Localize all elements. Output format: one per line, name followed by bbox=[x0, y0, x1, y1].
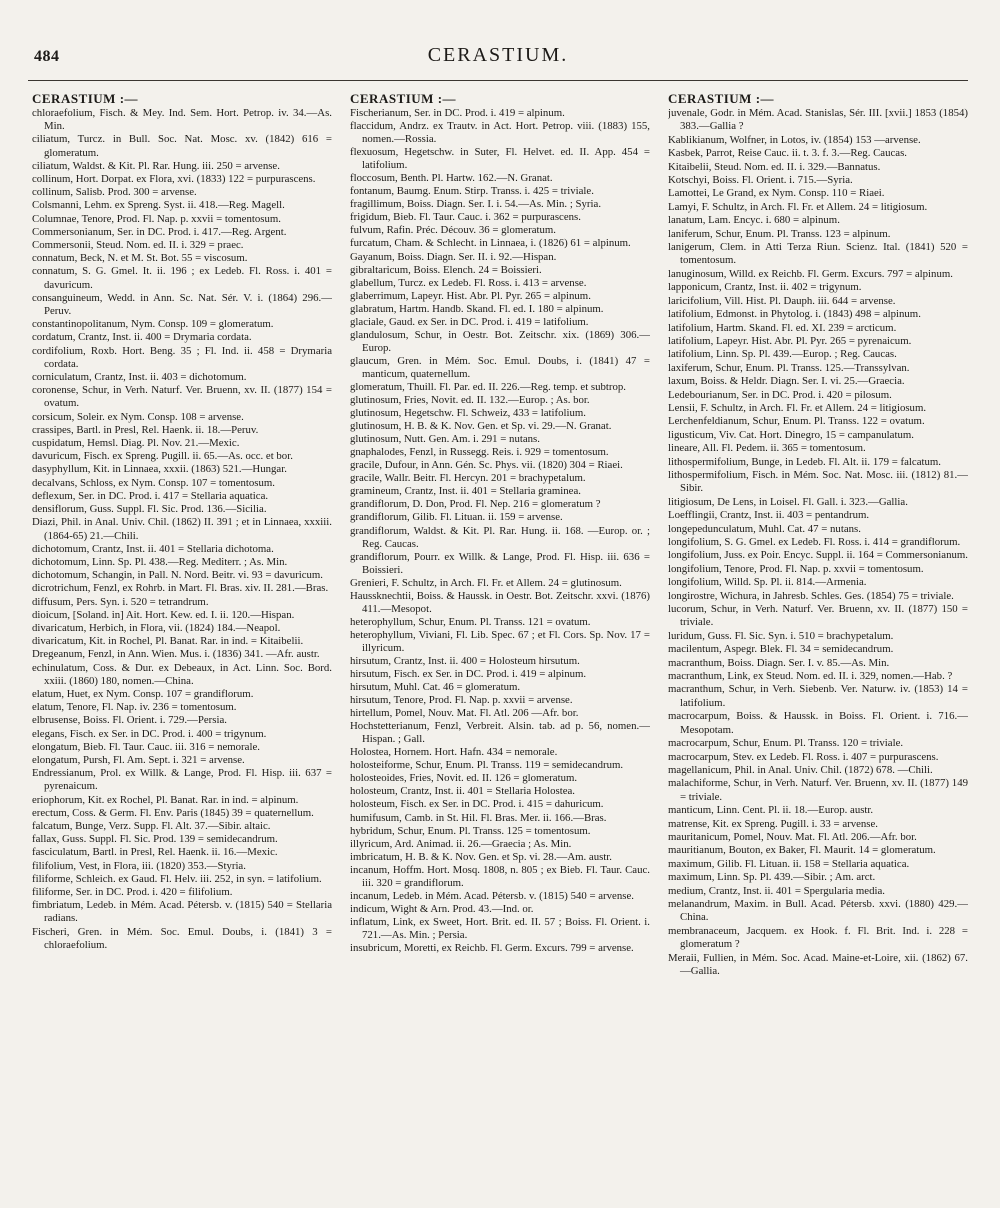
index-entry: floccosum, Benth. Pl. Hartw. 162.—N. Granat. bbox=[350, 172, 553, 185]
index-entry: glaucum, Gren. in Mém. Soc. Emul. Doubs, i. (1841) 47 = manticum, quaternellum. bbox=[350, 354, 650, 380]
index-entry: glutinosum, H. B. & K. Nov. Gen. et Sp. vi. 29.—N. Granat. bbox=[350, 420, 612, 433]
index-entry: Lamyi, F. Schultz, in Arch. Fl. Fr. et Allem. 24 = litigiosum. bbox=[668, 200, 928, 213]
index-entry: macrocarpum, Schur, Enum. Pl. Transs. 120 = triviale. bbox=[668, 737, 904, 750]
index-entry: Kasbek, Parrot, Reise Cauc. ii. t. 3. f. 3.—Reg. Caucas. bbox=[668, 147, 907, 160]
index-entry: cuspidatum, Hemsl. Diag. Pl. Nov. 21.—Mexic. bbox=[32, 437, 240, 450]
index-entry: longifolium, Juss. ex Poir. Encyc. Suppl. ii. 164 = Commersonianum. bbox=[668, 549, 968, 562]
index-entry: incanum, Ledeb. in Mém. Acad. Pétersb. v. (1815) 540 = arvense. bbox=[350, 889, 634, 902]
index-entry: Diazi, Phil. in Anal. Univ. Chil. (1862) II. 391 ; et in Linnaea, xxxiii. (1864-65) 21.—Chili. bbox=[32, 516, 332, 542]
index-entry: Meraii, Fullien, in Mém. Soc. Acad. Maine-et-Loire, xii. (1862) 67.—Gallia. bbox=[668, 951, 968, 977]
index-entry: litigiosum, De Lens, in Loisel. Fl. Gall. i. 323.—Gallia. bbox=[668, 495, 908, 508]
index-entry: hirsutum, Crantz, Inst. ii. 400 = Holosteum hirsutum. bbox=[350, 654, 580, 667]
index-entry: crassipes, Bartl. in Presl, Rel. Haenk. ii. 18.—Peruv. bbox=[32, 423, 259, 436]
index-entry: Holostea, Hornem. Hort. Hafn. 434 = nemorale. bbox=[350, 746, 558, 759]
index-entry: elongatum, Bieb. Fl. Taur. Cauc. iii. 316 = nemorale. bbox=[32, 740, 260, 753]
index-entry: collinum, Hort. Dorpat. ex Flora, xvi. (1833) 122 = purpurascens. bbox=[32, 173, 316, 186]
index-entry: longifolium, S. G. Gmel. ex Ledeb. Fl. Ross. i. 414 = grandiflorum. bbox=[668, 536, 961, 548]
index-entry: glutinosum, Hegetschw. Fl. Schweiz, 433 = latifolium. bbox=[350, 407, 586, 420]
index-entry: Commersonianum, Ser. in DC. Prod. i. 417.—Reg. Argent. bbox=[32, 225, 287, 238]
index-entry: heterophyllum, Schur, Enum. Pl. Transs. 121 = ovatum. bbox=[350, 615, 591, 628]
index-entry: Fischerianum, Ser. in DC. Prod. i. 419 = alpinum. bbox=[350, 107, 565, 119]
index-entry: glaciale, Gaud. ex Ser. in DC. Prod. i. 419 = latifolium. bbox=[350, 315, 589, 328]
index-entry: juvenale, Godr. in Mém. Acad. Stanislas, Sér. III. [xvii.] 1853 (1854) 383.—Gallia ? bbox=[668, 107, 968, 133]
index-entry: fallax, Guss. Suppl. Fl. Sic. Prod. 139 = semidecandrum. bbox=[32, 833, 278, 846]
index-entry: cordifolium, Roxb. Hort. Beng. 35 ; Fl. Ind. ii. 458 = Drymaria cordata. bbox=[32, 344, 332, 370]
index-entry: lanatum, Lam. Encyc. i. 680 = alpinum. bbox=[668, 214, 840, 227]
index-entry: lucorum, Schur, in Verh. Naturf. Ver. Bruenn, xv. II. (1877) 150 = triviale. bbox=[668, 603, 968, 629]
index-entry: Columnae, Tenore, Prod. Fl. Nap. p. xxvii = tomentosum. bbox=[32, 212, 281, 225]
index-entry: medium, Crantz, Inst. ii. 401 = Spergularia media. bbox=[668, 884, 885, 897]
index-entry: gracile, Wallr. Beitr. Fl. Hercyn. 201 = brachypetalum. bbox=[350, 472, 586, 485]
index-entry: manticum, Linn. Cent. Pl. ii. 18.—Europ. austr. bbox=[668, 804, 874, 817]
entry-list bbox=[32, 107, 332, 952]
index-entry: mauritanicum, Pomel, Nouv. Mat. Fl. Atl. 206.—Afr. bor. bbox=[668, 830, 917, 843]
index-entry: Kablikianum, Wolfner, in Lotos, iv. (1854) 153 —arvense. bbox=[668, 133, 921, 146]
index-entry: collinum, Salisb. Prod. 300 = arvense. bbox=[32, 186, 197, 199]
index-entry: grandiflorum, Pourr. ex Willk. & Lange, Prod. Fl. Hisp. iii. 636 = Boissieri. bbox=[350, 550, 650, 576]
index-column-1 bbox=[32, 92, 332, 1198]
index-entry: falcatum, Bunge, Verz. Supp. Fl. Alt. 37.—Sibir. altaic. bbox=[32, 819, 271, 832]
index-entry: hybridum, Schur, Enum. Pl. Transs. 125 = tomentosum. bbox=[350, 824, 591, 837]
index-entry: grandiflorum, D. Don, Prod. Fl. Nep. 216 = glomeratum ? bbox=[350, 498, 601, 511]
index-entry: elatum, Tenore, Fl. Nap. iv. 236 = tomentosum. bbox=[32, 701, 237, 714]
index-entry: longifolium, Tenore, Prod. Fl. Nap. p. xxvii = tomentosum. bbox=[668, 562, 924, 575]
index-entry: glutinosum, Nutt. Gen. Am. i. 291 = nutans. bbox=[350, 433, 540, 446]
index-entry: lineare, All. Fl. Pedem. ii. 365 = tomentosum. bbox=[668, 442, 866, 455]
index-entry: fontanum, Baumg. Enum. Stirp. Transs. i. 425 = triviale. bbox=[350, 185, 594, 198]
index-entry: davuricum, Fisch. ex Spreng. Pugill. ii. 65.—As. occ. et bor. bbox=[32, 450, 293, 463]
index-entry: dasyphyllum, Kit. in Linnaea, xxxii. (1863) 521.—Hungar. bbox=[32, 463, 287, 476]
index-entry: gnaphalodes, Fenzl, in Russegg. Reis. i. 929 = tomentosum. bbox=[350, 446, 609, 459]
column-heading: CERASTIUM :— bbox=[32, 92, 139, 106]
index-entry: lapponicum, Crantz, Inst. ii. 402 = trigynum. bbox=[668, 281, 862, 294]
index-entry: glomeratum, Thuill. Fl. Par. ed. II. 226.—Reg. temp. et subtrop. bbox=[350, 380, 626, 393]
index-entry: Dregeanum, Fenzl, in Ann. Wien. Mus. i. (1836) 341. —Afr. austr. bbox=[32, 648, 320, 661]
index-entry: Ledebourianum, Ser. in DC. Prod. i. 420 = pilosum. bbox=[668, 388, 892, 401]
index-entry: diffusum, Pers. Syn. i. 520 = tetrandrum. bbox=[32, 595, 209, 608]
index-entry: erectum, Coss. & Germ. Fl. Env. Paris (1845) 39 = quaternellum. bbox=[32, 806, 314, 819]
index-entry: lithospermifolium, Fisch. in Mém. Soc. Nat. Mosc. iii. (1812) 81.—Sibir. bbox=[668, 468, 968, 495]
index-entry: longepedunculatum, Muhl. Cat. 47 = nutans. bbox=[668, 522, 861, 535]
index-entry: dichotomum, Crantz, Inst. ii. 401 = Stellaria dichotoma. bbox=[32, 542, 274, 555]
index-entry: Grenieri, F. Schultz, in Arch. Fl. Fr. et Allem. 24 = glutinosum. bbox=[350, 576, 622, 589]
index-entry: melanandrum, Maxim. in Bull. Acad. Pétersb. xxvi. (1880) 429.—China. bbox=[668, 897, 968, 924]
index-entry: grandiflorum, Waldst. & Kit. Pl. Rar. Hung. ii. 168. —Europ. or. ; Reg. Caucas. bbox=[350, 524, 650, 550]
index-entry: laxiferum, Schur, Enum. Pl. Transs. 125.—Transsylvan. bbox=[668, 361, 910, 374]
column-heading: CERASTIUM :— bbox=[350, 92, 457, 106]
index-entry: elongatum, Pursh, Fl. Am. Sept. i. 321 = arvense. bbox=[32, 753, 245, 766]
index-entry: latifolium, Lapeyr. Hist. Abr. Pl. Pyr. 265 = pyrenaicum. bbox=[668, 334, 912, 347]
index-entry: Haussknechtii, Boiss. & Haussk. in Oestr. Bot. Zeitschr. xxvi. (1876) 411.—Mesopot. bbox=[350, 589, 650, 615]
index-entry: latifolium, Hartm. Skand. Fl. ed. XI. 239 = arcticum. bbox=[668, 321, 897, 334]
index-entry: connatum, S. G. Gmel. It. ii. 196 ; ex Ledeb. Fl. Ross. i. 401 = davuricum. bbox=[32, 265, 332, 291]
index-entry: longifolium, Willd. Sp. Pl. ii. 814.—Armenia. bbox=[668, 576, 867, 589]
index-column-3 bbox=[668, 92, 968, 1198]
index-entry: flaccidum, Andrz. ex Trautv. in Act. Hort. Petrop. viii. (1883) 155, nomen.—Rossia. bbox=[350, 120, 650, 146]
index-entry: elbrusense, Boiss. Fl. Orient. i. 729.—Persia. bbox=[32, 714, 227, 727]
index-entry: elatum, Huet, ex Nym. Consp. 107 = grandiflorum. bbox=[32, 687, 254, 700]
index-entry: fasciculatum, Bartl. in Presl, Rel. Haenk. ii. 16.—Mexic. bbox=[32, 846, 278, 859]
index-entry: macrocarpum, Boiss. & Haussk. in Boiss. Fl. Orient. i. 716.—Mesopotam. bbox=[668, 710, 968, 736]
index-entry: cordatum, Crantz, Inst. ii. 400 = Drymaria cordata. bbox=[32, 331, 252, 344]
index-entry: luridum, Guss. Fl. Sic. Syn. i. 510 = brachypetalum. bbox=[668, 629, 894, 642]
index-entry: inflatum, Link, ex Sweet, Hort. Brit. ed. II. 57 ; Boiss. Fl. Orient. i. 721.—As. Min. ; Persia. bbox=[350, 915, 650, 941]
index-entry: consanguineum, Wedd. in Ann. Sc. Nat. Sér. V. i. (1864) 296.—Peruv. bbox=[32, 291, 332, 318]
index-entry: hirtellum, Pomel, Nouv. Mat. Fl. Atl. 206 —Afr. bor. bbox=[350, 707, 579, 720]
index-entry: longirostre, Wichura, in Jahresb. Schles. Ges. (1854) 75 = triviale. bbox=[668, 589, 954, 602]
index-entry: corsicum, Soleir. ex Nym. Consp. 108 = arvense. bbox=[32, 410, 244, 423]
index-entry: glandulosum, Schur, in Oestr. Bot. Zeitschr. xix. (1869) 306.—Europ. bbox=[350, 328, 650, 354]
index-entry: lithospermifolium, Bunge, in Ledeb. Fl. Alt. ii. 179 = falcatum. bbox=[668, 455, 941, 468]
index-entry: ligusticum, Viv. Cat. Hort. Dinegro, 15 = campanulatum. bbox=[668, 428, 914, 441]
index-entry: frigidum, Bieb. Fl. Taur. Cauc. i. 362 = purpurascens. bbox=[350, 211, 581, 224]
index-entry: macilentum, Aspegr. Blek. Fl. 34 = semidecandrum. bbox=[668, 643, 894, 656]
index-entry: indicum, Wight & Arn. Prod. 43.—Ind. or. bbox=[350, 902, 534, 915]
index-entry: Gayanum, Boiss. Diagn. Ser. II. i. 92.—Hispan. bbox=[350, 250, 557, 263]
index-entry: malachiforme, Schur, in Verh. Naturf. Ver. Bruenn, xv. II. (1877) 149 = triviale. bbox=[668, 777, 968, 803]
index-entry: latifolium, Linn. Sp. Pl. 439.—Europ. ; Reg. Caucas. bbox=[668, 348, 897, 361]
entry-list bbox=[350, 107, 650, 955]
index-entry: chloraefolium, Fisch. & Mey. Ind. Sem. Hort. Petrop. iv. 34.—As. Min. bbox=[32, 107, 332, 133]
index-entry: echinulatum, Coss. & Dur. ex Debeaux, in Act. Linn. Soc. Bord. xxiii. (1860) 180, nomen.—China. bbox=[32, 661, 332, 687]
index-entry: Endressianum, Prol. ex Willk. & Lange, Prod. Fl. Hisp. iii. 637 = pyrenaicum. bbox=[32, 767, 332, 793]
index-entry: mauritianum, Bouton, ex Baker, Fl. Maurit. 14 = glomeratum. bbox=[668, 844, 936, 857]
index-entry: holosteoides, Fries, Novit. ed. II. 126 = glomeratum. bbox=[350, 772, 578, 785]
index-entry: Colsmanni, Lehm. ex Spreng. Syst. ii. 418.—Reg. Magell. bbox=[32, 199, 285, 212]
index-entry: Lamottei, Le Grand, ex Nym. Consp. 110 = Riaei. bbox=[668, 187, 885, 200]
index-entry: Kotschyi, Boiss. Fl. Orient. i. 715.—Syria. bbox=[668, 174, 853, 187]
index-entry: constantinopolitanum, Nym. Consp. 109 = glomeratum. bbox=[32, 318, 274, 331]
index-entry: macrocarpum, Stev. ex Ledeb. Fl. Ross. i. 407 = purpurascens. bbox=[668, 750, 939, 763]
index-entry: connatum, Beck, N. et M. St. Bot. 55 = viscosum. bbox=[32, 252, 248, 265]
index-entry: holosteiforme, Schur, Enum. Pl. Transs. 119 = semidecandrum. bbox=[350, 759, 624, 772]
index-entry: holosteum, Fisch. ex Ser. in DC. Prod. i. 415 = dahuricum. bbox=[350, 798, 604, 811]
index-entry: Lensii, F. Schultz, in Arch. Fl. Fr. et Allem. 24 = litigiosum. bbox=[668, 401, 927, 414]
running-head: CERASTIUM. bbox=[427, 44, 569, 66]
index-entry: ciliatum, Turcz. in Bull. Soc. Nat. Mosc. xv. (1842) 616 = glomeratum. bbox=[32, 133, 332, 159]
page-number: 484 bbox=[34, 48, 60, 65]
index-entry: fragillimum, Boiss. Diagn. Ser. I. i. 54.—As. Min. ; Syria. bbox=[350, 198, 602, 211]
index-entry: lanuginosum, Willd. ex Reichb. Fl. Germ. Excurs. 797 = alpinum. bbox=[668, 267, 953, 280]
index-entry: Loefflingii, Crantz, Inst. ii. 403 = pentandrum. bbox=[668, 509, 870, 522]
index-entry: filiforme, Schleich. ex Gaud. Fl. Helv. iii. 252, in syn. = latifolium. bbox=[32, 872, 322, 885]
index-entry: laricifolium, Vill. Hist. Pl. Dauph. iii. 644 = arvense. bbox=[668, 294, 896, 307]
index-entry: glabratum, Hartm. Handb. Skand. Fl. ed. I. 180 = alpinum. bbox=[350, 302, 604, 315]
index-entry: humifusum, Camb. in St. Hil. Fl. Bras. Mer. ii. 166.—Bras. bbox=[350, 811, 607, 824]
index-column-2 bbox=[350, 92, 650, 1198]
index-entry: Fischeri, Gren. in Mém. Soc. Emul. Doubs, i. (1841) 3 = chloraefolium. bbox=[32, 925, 332, 951]
index-entry: gibraltaricum, Boiss. Elench. 24 = Boissieri. bbox=[350, 263, 542, 276]
index-entry: maximum, Gilib. Fl. Lituan. ii. 158 = Stellaria aquatica. bbox=[668, 857, 910, 870]
index-entry: gracile, Dufour, in Ann. Gén. Sc. Phys. vii. (1820) 304 = Riaei. bbox=[350, 459, 623, 472]
entry-list bbox=[668, 107, 968, 978]
index-entry: Commersonii, Steud. Nom. ed. II. i. 329 = praec. bbox=[32, 239, 244, 252]
index-entry: matrense, Kit. ex Spreng. Pugill. i. 33 = arvense. bbox=[668, 817, 878, 830]
index-entry: densiflorum, Guss. Suppl. Fl. Sic. Prod. 136.—Sicilia. bbox=[32, 503, 267, 516]
index-entry: maximum, Linn. Sp. Pl. 439.—Sibir. ; Am. arct. bbox=[668, 871, 876, 884]
index-entry: grandiflorum, Gilib. Fl. Lituan. ii. 159 = arvense. bbox=[350, 511, 563, 524]
index-entry: flexuosum, Hegetschw. in Suter, Fl. Helvet. ed. II. App. 454 = latifolium. bbox=[350, 146, 650, 172]
index-entry: incanum, Hoffm. Hort. Mosq. 1808, n. 805 ; ex Bieb. Fl. Taur. Cauc. iii. 320 = grandiflorum. bbox=[350, 863, 650, 889]
index-entry: fulvum, Rafin. Préc. Découv. 36 = glomeratum. bbox=[350, 224, 556, 237]
index-entry: heterophyllum, Viviani, Fl. Lib. Spec. 67 ; et Fl. Cors. Sp. Nov. 17 = illyricum. bbox=[350, 628, 650, 654]
column-heading: CERASTIUM :— bbox=[668, 92, 775, 106]
index-entry: gramineum, Crantz, Inst. ii. 401 = Stellaria graminea. bbox=[350, 485, 581, 498]
index-columns bbox=[28, 92, 968, 1198]
index-entry: furcatum, Cham. & Schlecht. in Linnaea, i. (1826) 61 = alpinum. bbox=[350, 237, 631, 250]
index-entry: decalvans, Schloss, ex Nym. Consp. 107 = tomentosum. bbox=[32, 476, 276, 489]
page-header bbox=[28, 44, 968, 78]
index-entry: laxum, Boiss. & Heldr. Diagn. Ser. I. vi. 25.—Graecia. bbox=[668, 375, 905, 388]
index-entry: laniferum, Schur, Enum. Pl. Transs. 123 = alpinum. bbox=[668, 227, 891, 240]
index-entry: dioicum, [Soland. in] Ait. Hort. Kew. ed. I. ii. 120.—Hispan. bbox=[32, 608, 295, 621]
index-entry: ciliatum, Waldst. & Kit. Pl. Rar. Hung. iii. 250 = arvense. bbox=[32, 159, 280, 172]
index-entry: hirsutum, Muhl. Cat. 46 = glomeratum. bbox=[350, 681, 521, 694]
index-entry: fimbriatum, Ledeb. in Mém. Acad. Pétersb. v. (1815) 540 = Stellaria radians. bbox=[32, 899, 332, 925]
index-entry: insubricum, Moretti, ex Reichb. Fl. Germ. Excurs. 799 = arvense. bbox=[350, 942, 634, 954]
index-entry: filifolium, Vest, in Flora, iii. (1820) 353.—Styria. bbox=[32, 859, 246, 872]
index-entry: eriophorum, Kit. ex Rochel, Pl. Banat. Rar. in ind. = alpinum. bbox=[32, 793, 299, 806]
index-entry: illyricum, Ard. Animad. ii. 26.—Graecia ; As. Min. bbox=[350, 837, 572, 850]
index-entry: macranthum, Boiss. Diagn. Ser. I. v. 85.—As. Min. bbox=[668, 656, 890, 669]
index-entry: dicrotrichum, Fenzl, ex Rohrb. in Mart. Fl. Bras. xiv. II. 281.—Bras. bbox=[32, 582, 329, 595]
index-entry: Lerchenfeldianum, Schur, Enum. Pl. Transs. 122 = ovatum. bbox=[668, 415, 925, 428]
index-entry: hirsutum, Fisch. ex Ser. in DC. Prod. i. 419 = alpinum. bbox=[350, 668, 587, 681]
index-entry: magellanicum, Phil. in Anal. Univ. Chil. (1872) 678. —Chili. bbox=[668, 763, 933, 776]
index-entry: macranthum, Schur, in Verh. Siebenb. Ver. Naturw. iv. (1853) 14 = latifolium. bbox=[668, 683, 968, 709]
header-rule bbox=[28, 80, 968, 81]
index-entry: macranthum, Link, ex Steud. Nom. ed. II. i. 329, nomen.—Hab. ? bbox=[668, 670, 953, 683]
index-entry: Hochstetterianum, Fenzl, Verbreit. Alsin. tab. ad p. 56, nomen.—Hispan. ; Gall. bbox=[350, 720, 650, 746]
index-entry: dichotomum, Linn. Sp. Pl. 438.—Reg. Mediterr. ; As. Min. bbox=[32, 555, 288, 568]
index-entry: lanigerum, Clem. in Atti Terza Riun. Scienz. Ital. (1841) 520 = tomentosum. bbox=[668, 241, 968, 267]
index-entry: corniculatum, Crantz, Inst. ii. 403 = dichotomum. bbox=[32, 371, 247, 384]
index-entry: membranaceum, Jacquem. ex Hook. f. Fl. Brit. Ind. i. 228 = glomeratum ? bbox=[668, 924, 968, 951]
index-entry: Kitaibelii, Steud. Nom. ed. II. i. 329.—Bannatus. bbox=[668, 160, 881, 173]
index-entry: deflexum, Ser. in DC. Prod. i. 417 = Stellaria aquatica. bbox=[32, 489, 269, 502]
index-entry: coronense, Schur, in Verh. Naturf. Ver. Bruenn, xv. II. (1877) 154 = ovatum. bbox=[32, 384, 332, 410]
index-entry: divaricatum, Herbich, in Flora, vii. (1824) 184.—Neapol. bbox=[32, 621, 281, 634]
index-entry: hirsutum, Tenore, Prod. Fl. Nap. p. xxvii = arvense. bbox=[350, 694, 573, 707]
index-entry: glaberrimum, Lapeyr. Hist. Abr. Pl. Pyr. 265 = alpinum. bbox=[350, 289, 591, 302]
index-entry: divaricatum, Kit. in Rochel, Pl. Banat. Rar. in ind. = Kitaibelii. bbox=[32, 635, 304, 648]
index-entry: imbricatum, H. B. & K. Nov. Gen. et Sp. vi. 28.—Am. austr. bbox=[350, 850, 613, 863]
index-entry: elegans, Fisch. ex Ser. in DC. Prod. i. 400 = trigynum. bbox=[32, 727, 267, 740]
index-entry: holosteum, Crantz, Inst. ii. 401 = Stellaria Holostea. bbox=[350, 785, 575, 798]
index-entry: filiforme, Ser. in DC. Prod. i. 420 = filifolium. bbox=[32, 885, 233, 898]
index-entry: glabellum, Turcz. ex Ledeb. Fl. Ross. i. 413 = arvense. bbox=[350, 276, 587, 289]
index-entry: glutinosum, Fries, Novit. ed. II. 132.—Europ. ; As. bor. bbox=[350, 394, 590, 407]
index-entry: dichotomum, Schangin, in Pall. N. Nord. Beitr. vi. 93 = davuricum. bbox=[32, 569, 323, 582]
index-entry: latifolium, Edmonst. in Phytolog. i. (1843) 498 = alpinum. bbox=[668, 308, 921, 321]
